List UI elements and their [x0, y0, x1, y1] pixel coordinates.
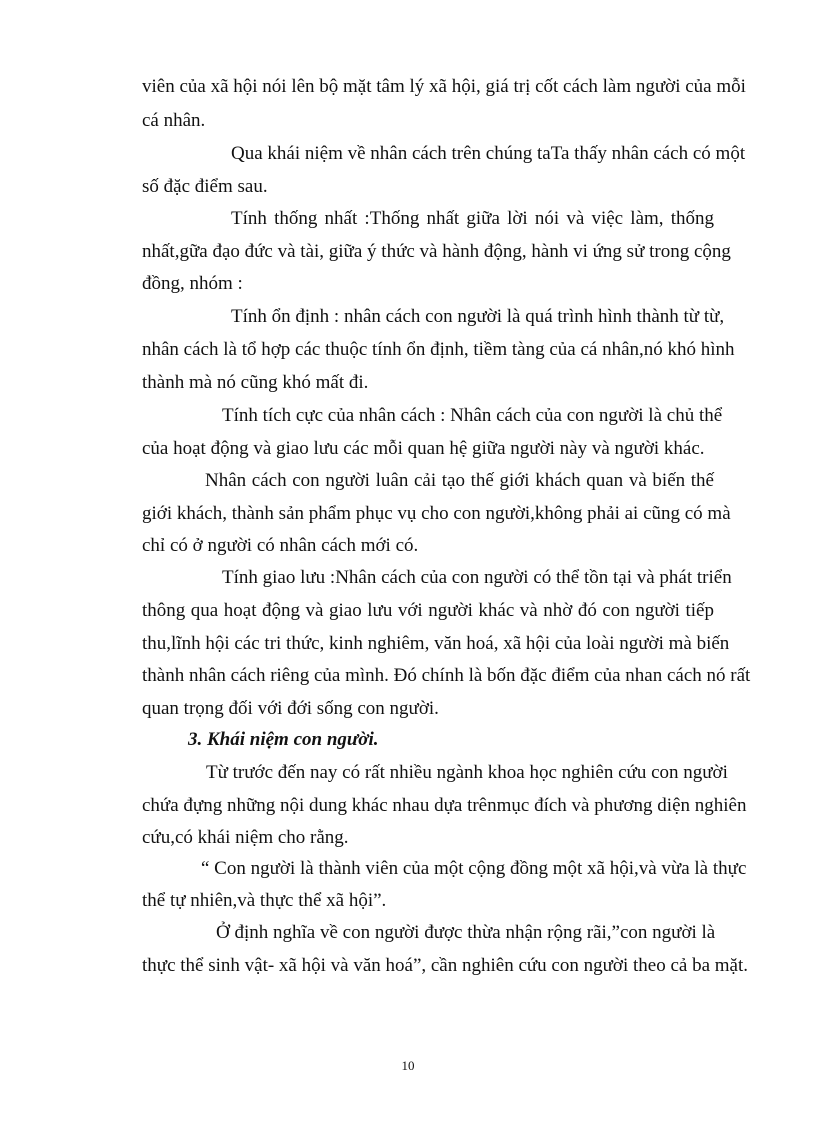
- text-line: nhân cách là tổ hợp các thuộc tính ổn định, tiềm tàng của cá nhân,nó khó hình: [142, 339, 735, 360]
- text-line: Ở định nghĩa về con người được thừa nhận rộng rãi,”con người là: [216, 922, 716, 943]
- text-line: Tính giao lưu :Nhân cách của con người có thể tồn tại và phát triển: [222, 567, 732, 588]
- text-line: viên của xã hội nói lên bộ mặt tâm lý xã hội, giá trị cốt cách làm người của mỗi: [142, 76, 746, 97]
- text-line: Qua khái niệm về nhân cách trên chúng taTa thấy nhân cách có một: [231, 143, 746, 164]
- text-line: thông qua hoạt động và giao lưu với người khác và nhờ đó con người tiếp: [142, 600, 714, 621]
- text-line: của hoạt động và giao lưu các mỗi quan hệ giữa người này và người khác.: [142, 438, 705, 459]
- text-line: cứu,có khái niệm cho rằng.: [142, 827, 349, 848]
- text-line: nhất,gữa đạo đức và tài, giữa ý thức và hành động, hành vi ứng sử trong cộng: [142, 241, 731, 262]
- text-line: chỉ có ở người có nhân cách mới có.: [142, 535, 419, 556]
- text-line: quan trọng đối với đới sống con người.: [142, 698, 439, 719]
- text-line: đồng, nhóm :: [142, 273, 243, 294]
- quote-line: thể tự nhiên,và thực thể xã hội”.: [142, 890, 387, 911]
- text-line: thu,lĩnh hội các tri thức, kinh nghiêm, văn hoá, xã hội của loài người mà biến: [142, 633, 730, 654]
- text-line: cá nhân.: [142, 110, 206, 131]
- text-line: thành nhân cách riêng của mình. Đó chính là bốn đặc điểm của nhan cách nó rất: [142, 665, 751, 686]
- text-line: chứa đựng những nội dung khác nhau dựa trênmục đích và phương diện nghiên: [142, 795, 747, 816]
- text-line: số đặc điểm sau.: [142, 176, 268, 197]
- text-line: Tính ổn định : nhân cách con người là quá trình hình thành từ từ,: [231, 306, 725, 327]
- page-number: 10: [401, 1058, 415, 1073]
- text-line: Từ trước đến nay có rất nhiều ngành khoa học nghiên cứu con người: [206, 762, 728, 783]
- text-line: thực thể sinh vật- xã hội và văn hoá”, cần nghiên cứu con người theo cả ba mặt.: [142, 955, 748, 976]
- quote-line: “ Con người là thành viên của một cộng đồng một xã hội,và vừa là thực: [201, 858, 747, 879]
- text-line: thành mà nó cũng khó mất đi.: [142, 372, 369, 393]
- text-line: Tính thống nhất :Thống nhất giữa lời nói và việc làm, thống: [231, 208, 714, 229]
- text-line: giới khách, thành sản phẩm phục vụ cho con người,không phải ai cũng có mà: [142, 503, 731, 524]
- text-line: Nhân cách con người luân cải tạo thế giới khách quan và biến thế: [205, 470, 714, 491]
- section-heading: 3. Khái niệm con người.: [188, 729, 379, 750]
- text-line: Tính tích cực của nhân cách : Nhân cách của con người là chủ thể: [222, 405, 723, 426]
